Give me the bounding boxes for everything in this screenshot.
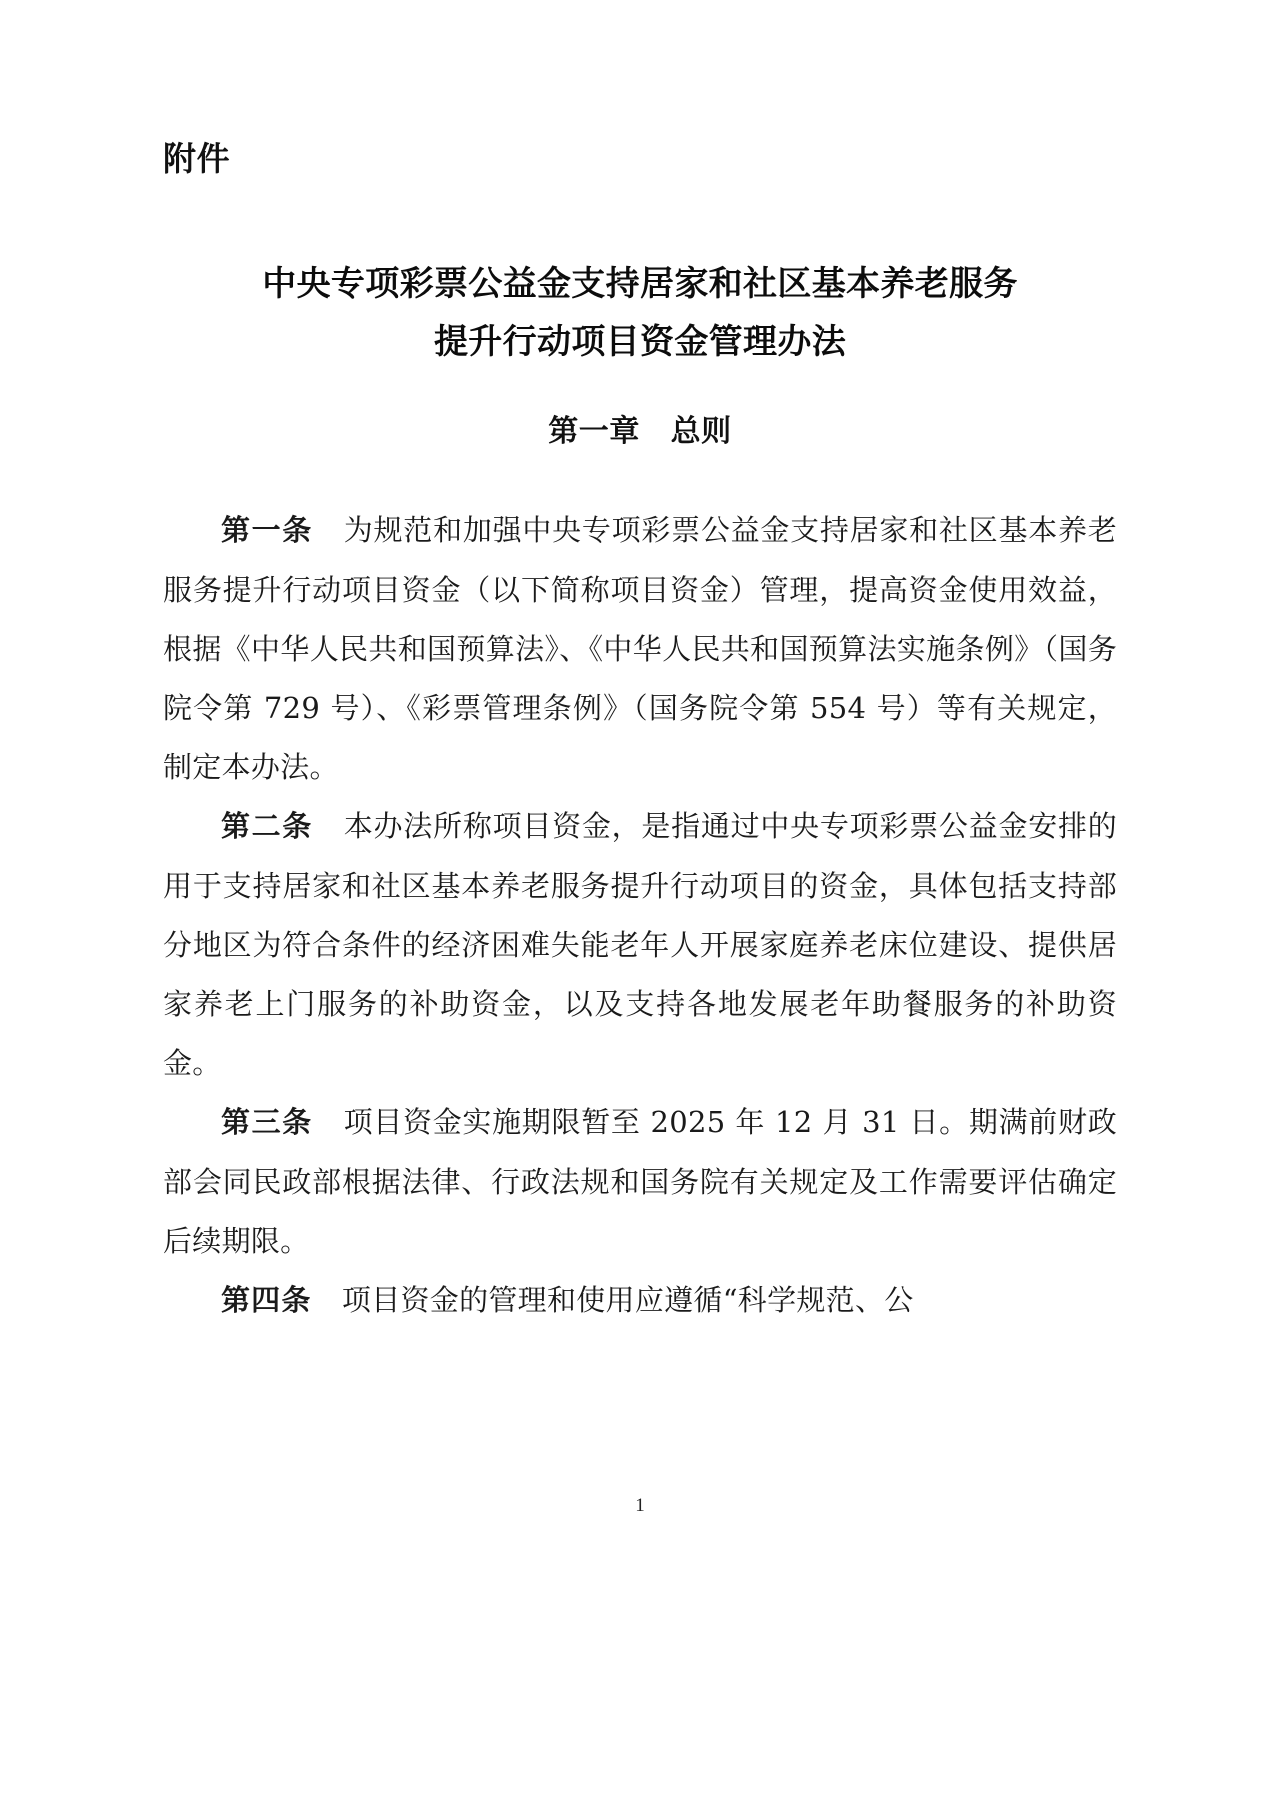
article-text: 项目资金实施期限暂至 2025 年 12 月 31 日。期满前财政部会同民政部根据法律、行政法规和国务院有关规定及工作需要评估确定后续期限。 — [163, 1105, 1117, 1258]
page-title — [163, 175, 1117, 371]
article-marker: 第二条 — [221, 811, 313, 843]
page-number: 1 — [635, 1495, 645, 1516]
page-title-line-2: 提升行动项目资金管理办法 — [433, 323, 847, 361]
article-text: 项目资金的管理和使用应遵循“科学规范、公 — [341, 1283, 914, 1317]
article-paragraph-1 — [163, 501, 1117, 797]
chapter-heading: 第一章 总则 — [548, 415, 732, 448]
article-marker: 第一条 — [221, 515, 313, 547]
article-paragraph-4 — [163, 1271, 1117, 1331]
article-list — [163, 447, 1117, 1331]
article-text: 为规范和加强中央专项彩票公益金支持居家和社区基本养老服务提升行动项目资金（以下简称项目资金）管理，提高资金使用效益，根据《中华人民共和国预算法》、《中华人民共和国预算法实施条例》（国务院令第 729 号）、《彩票管理条例》（国务院令第 554 号）等有关规定，制定本办法。 — [163, 513, 1118, 784]
article-marker: 第三条 — [221, 1107, 313, 1139]
page-content — [163, 0, 1117, 1331]
page-title-line-1: 中央专项彩票公益金支持居家和社区基本养老服务 — [262, 265, 1018, 303]
article-paragraph-3 — [163, 1093, 1117, 1271]
attachment-label: 附件 — [163, 140, 231, 177]
article-paragraph-2 — [163, 797, 1117, 1093]
article-marker: 第四条 — [221, 1285, 312, 1317]
article-text: 本办法所称项目资金，是指通过中央专项彩票公益金安排的用于支持居家和社区基本养老服务提升行动项目的资金，具体包括支持部分地区为符合条件的经济困难失能老年人开展家庭养老床位建设、提供居家养老上门服务的补助资金，以及支持各地发展老年助餐服务的补助资金。 — [163, 809, 1118, 1080]
